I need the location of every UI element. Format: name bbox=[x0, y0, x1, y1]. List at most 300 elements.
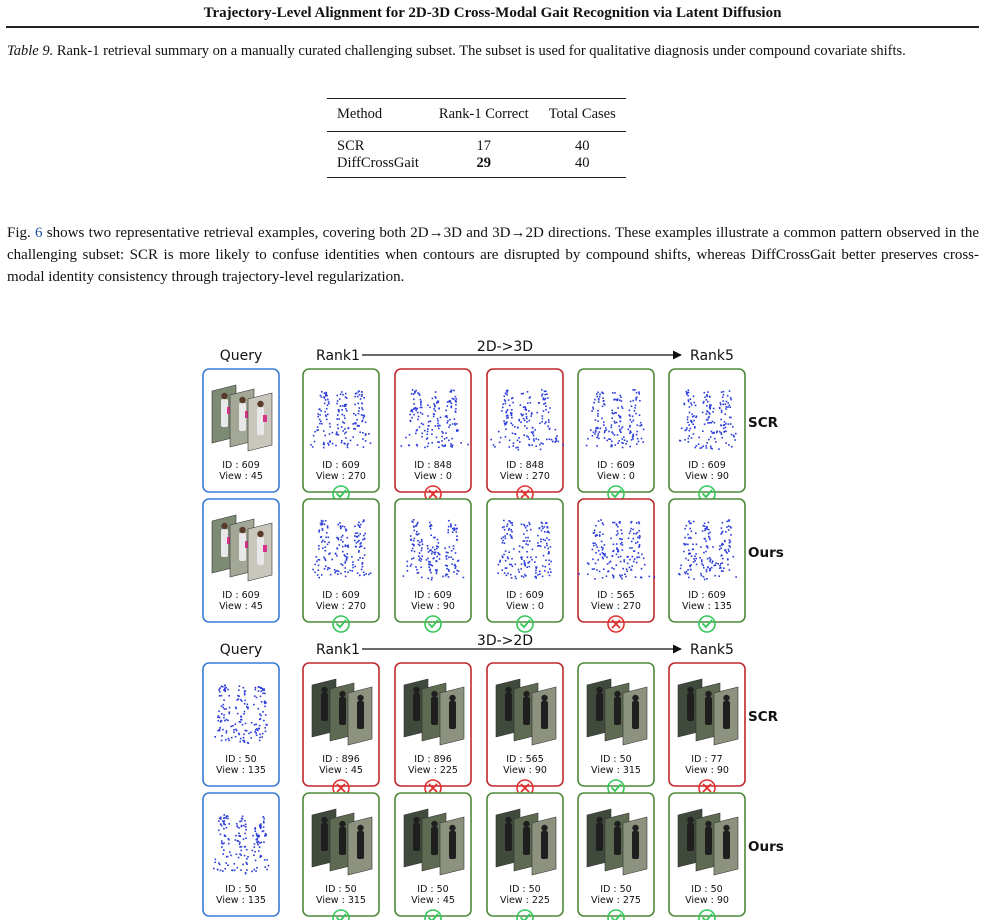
point-mark bbox=[259, 846, 261, 848]
point-mark bbox=[427, 548, 429, 550]
point-mark bbox=[533, 438, 535, 440]
point-mark bbox=[368, 574, 370, 576]
point-mark bbox=[688, 550, 690, 552]
point-mark bbox=[525, 537, 527, 539]
point-mark bbox=[225, 862, 227, 864]
point-mark bbox=[687, 569, 689, 571]
point-mark bbox=[325, 415, 327, 417]
point-mark bbox=[728, 551, 730, 553]
result-card-correct bbox=[578, 793, 654, 920]
point-mark bbox=[633, 561, 635, 563]
point-mark bbox=[239, 685, 241, 687]
point-mark bbox=[536, 412, 538, 414]
point-mark bbox=[694, 447, 696, 449]
point-mark bbox=[312, 446, 314, 448]
point-mark bbox=[416, 430, 418, 432]
point-mark bbox=[507, 409, 509, 411]
point-mark bbox=[413, 403, 415, 405]
point-mark bbox=[639, 536, 641, 538]
point-mark bbox=[446, 558, 448, 560]
point-mark bbox=[222, 729, 224, 731]
point-mark bbox=[427, 545, 429, 547]
point-mark bbox=[606, 556, 608, 558]
point-mark bbox=[310, 444, 312, 446]
point-mark bbox=[320, 421, 322, 423]
point-mark bbox=[244, 833, 246, 835]
point-mark bbox=[416, 525, 418, 527]
point-mark bbox=[694, 556, 696, 558]
point-mark bbox=[720, 567, 722, 569]
point-mark bbox=[455, 552, 457, 554]
point-mark bbox=[354, 540, 356, 542]
card-id-label: ID : 50 bbox=[417, 884, 449, 895]
point-mark bbox=[415, 410, 417, 412]
point-mark bbox=[432, 565, 434, 567]
point-mark bbox=[352, 561, 354, 563]
point-mark bbox=[354, 526, 356, 528]
point-mark bbox=[228, 843, 230, 845]
point-mark bbox=[364, 538, 366, 540]
point-mark bbox=[519, 545, 521, 547]
card-view-label: View : 0 bbox=[414, 471, 452, 482]
point-mark bbox=[419, 542, 421, 544]
point-mark bbox=[544, 394, 546, 396]
point-mark bbox=[688, 435, 690, 437]
point-mark bbox=[250, 737, 252, 739]
col-header-correct: Rank-1 Correct bbox=[429, 99, 539, 132]
point-mark bbox=[450, 556, 452, 558]
point-mark bbox=[324, 397, 326, 399]
point-mark bbox=[518, 437, 520, 439]
point-mark bbox=[438, 553, 440, 555]
point-mark bbox=[721, 527, 723, 529]
point-mark bbox=[694, 426, 696, 428]
point-mark bbox=[711, 567, 713, 569]
point-mark bbox=[451, 563, 453, 565]
point-mark bbox=[346, 404, 348, 406]
point-mark bbox=[730, 541, 732, 543]
point-mark bbox=[639, 425, 641, 427]
point-mark bbox=[260, 828, 262, 830]
point-mark bbox=[508, 520, 510, 522]
point-mark bbox=[342, 421, 344, 423]
point-mark bbox=[346, 410, 348, 412]
point-mark bbox=[622, 544, 624, 546]
point-mark bbox=[316, 430, 318, 432]
point-mark bbox=[636, 431, 638, 433]
point-mark bbox=[448, 440, 450, 442]
point-mark bbox=[610, 538, 612, 540]
point-mark bbox=[327, 567, 329, 569]
point-mark bbox=[549, 428, 551, 430]
point-mark bbox=[694, 560, 696, 562]
point-mark bbox=[256, 697, 258, 699]
point-mark bbox=[362, 521, 364, 523]
point-mark bbox=[505, 436, 507, 438]
point-mark bbox=[431, 525, 433, 527]
card-id-label: ID : 896 bbox=[322, 754, 360, 765]
point-mark bbox=[427, 428, 429, 430]
point-mark bbox=[550, 571, 552, 573]
point-mark bbox=[436, 556, 438, 558]
point-mark bbox=[321, 522, 323, 524]
point-mark bbox=[341, 426, 343, 428]
point-mark bbox=[341, 391, 343, 393]
point-mark bbox=[455, 567, 457, 569]
point-mark bbox=[537, 545, 539, 547]
point-mark bbox=[511, 409, 513, 411]
point-mark bbox=[598, 433, 600, 435]
person-head bbox=[614, 691, 620, 697]
person-silhouette bbox=[257, 407, 264, 435]
point-mark bbox=[446, 415, 448, 417]
point-mark bbox=[542, 576, 544, 578]
point-mark bbox=[629, 415, 631, 417]
point-mark bbox=[599, 535, 601, 537]
point-mark bbox=[688, 521, 690, 523]
person-silhouette bbox=[632, 701, 639, 729]
point-mark bbox=[323, 430, 325, 432]
point-mark bbox=[724, 421, 726, 423]
point-mark bbox=[448, 426, 450, 428]
point-mark bbox=[441, 436, 443, 438]
point-mark bbox=[239, 741, 241, 743]
point-mark bbox=[520, 568, 522, 570]
point-mark bbox=[357, 444, 359, 446]
point-mark bbox=[706, 405, 708, 407]
point-mark bbox=[358, 559, 360, 561]
point-mark bbox=[532, 431, 534, 433]
point-mark bbox=[518, 449, 520, 451]
point-mark bbox=[512, 424, 514, 426]
point-mark bbox=[221, 705, 223, 707]
point-mark bbox=[724, 431, 726, 433]
point-mark bbox=[541, 442, 543, 444]
point-mark bbox=[239, 821, 241, 823]
point-mark bbox=[704, 538, 706, 540]
point-mark bbox=[594, 542, 596, 544]
point-mark bbox=[448, 569, 450, 571]
point-mark bbox=[452, 531, 454, 533]
point-mark bbox=[359, 394, 361, 396]
point-mark bbox=[342, 564, 344, 566]
point-mark bbox=[228, 695, 230, 697]
point-mark bbox=[617, 530, 619, 532]
point-mark bbox=[523, 576, 525, 578]
point-mark bbox=[512, 397, 514, 399]
point-mark bbox=[454, 529, 456, 531]
point-mark bbox=[458, 571, 460, 573]
point-mark bbox=[512, 524, 514, 526]
person-head bbox=[357, 825, 363, 831]
point-mark bbox=[220, 824, 222, 826]
point-mark bbox=[705, 540, 707, 542]
point-mark bbox=[690, 522, 692, 524]
card-id-label: ID : 565 bbox=[597, 590, 635, 601]
point-mark bbox=[242, 864, 244, 866]
point-mark bbox=[358, 535, 360, 537]
point-mark bbox=[417, 540, 419, 542]
point-mark bbox=[344, 526, 346, 528]
card-id-label: ID : 609 bbox=[688, 460, 726, 471]
person-silhouette bbox=[505, 823, 512, 851]
point-mark bbox=[261, 736, 263, 738]
point-mark bbox=[633, 550, 635, 552]
point-mark bbox=[725, 531, 727, 533]
point-mark bbox=[227, 856, 229, 858]
point-mark bbox=[691, 404, 693, 406]
point-mark bbox=[363, 535, 365, 537]
card-id-label: ID : 77 bbox=[691, 754, 723, 765]
person-silhouette bbox=[723, 701, 730, 729]
point-mark bbox=[413, 540, 415, 542]
point-mark bbox=[448, 529, 450, 531]
point-mark bbox=[264, 693, 266, 695]
point-mark bbox=[602, 556, 604, 558]
person-silhouette bbox=[357, 701, 364, 729]
point-mark bbox=[505, 393, 507, 395]
point-mark bbox=[725, 427, 727, 429]
point-mark bbox=[416, 523, 418, 525]
point-mark bbox=[544, 423, 546, 425]
point-mark bbox=[617, 407, 619, 409]
point-mark bbox=[502, 556, 504, 558]
point-mark bbox=[611, 441, 613, 443]
point-mark bbox=[433, 408, 435, 410]
point-mark bbox=[450, 523, 452, 525]
point-mark bbox=[242, 740, 244, 742]
result-card-correct bbox=[303, 499, 379, 632]
point-mark bbox=[235, 729, 237, 731]
person-silhouette bbox=[596, 693, 603, 721]
point-mark bbox=[409, 434, 411, 436]
person-head bbox=[239, 397, 245, 403]
point-mark bbox=[357, 425, 359, 427]
point-mark bbox=[319, 419, 321, 421]
point-mark bbox=[635, 533, 637, 535]
person-silhouette bbox=[221, 529, 228, 557]
point-mark bbox=[502, 542, 504, 544]
point-mark bbox=[263, 720, 265, 722]
person-head bbox=[596, 687, 602, 693]
point-mark bbox=[690, 398, 692, 400]
point-mark bbox=[637, 541, 639, 543]
point-mark bbox=[635, 413, 637, 415]
person-silhouette bbox=[431, 827, 438, 855]
point-mark bbox=[221, 735, 223, 737]
point-mark bbox=[688, 438, 690, 440]
point-mark bbox=[633, 434, 635, 436]
point-mark bbox=[729, 546, 731, 548]
card-view-label: View : 135 bbox=[682, 601, 732, 612]
point-mark bbox=[223, 842, 225, 844]
point-mark bbox=[607, 571, 609, 573]
point-mark bbox=[696, 445, 698, 447]
point-mark bbox=[413, 393, 415, 395]
point-mark bbox=[222, 853, 224, 855]
point-mark bbox=[251, 722, 253, 724]
point-mark bbox=[612, 522, 614, 524]
point-mark bbox=[411, 564, 413, 566]
card-id-label: ID : 609 bbox=[597, 460, 635, 471]
card-id-label: ID : 50 bbox=[600, 884, 632, 895]
point-mark bbox=[365, 422, 367, 424]
point-mark bbox=[219, 727, 221, 729]
point-mark bbox=[733, 436, 735, 438]
point-mark bbox=[526, 416, 528, 418]
point-mark bbox=[680, 565, 682, 567]
point-mark bbox=[542, 523, 544, 525]
point-mark bbox=[689, 537, 691, 539]
point-mark bbox=[223, 828, 225, 830]
point-mark bbox=[218, 710, 220, 712]
point-mark bbox=[616, 534, 618, 536]
point-mark bbox=[511, 531, 513, 533]
point-mark bbox=[509, 405, 511, 407]
point-mark bbox=[340, 539, 342, 541]
point-mark bbox=[362, 409, 364, 411]
point-mark bbox=[350, 440, 352, 442]
card-id-label: ID : 50 bbox=[225, 754, 257, 765]
point-mark bbox=[246, 706, 248, 708]
point-mark bbox=[239, 835, 241, 837]
result-card-correct bbox=[669, 793, 745, 920]
point-mark bbox=[329, 423, 331, 425]
point-mark bbox=[421, 555, 423, 557]
point-mark bbox=[695, 533, 697, 535]
point-mark bbox=[594, 578, 596, 580]
point-mark bbox=[630, 522, 632, 524]
point-mark bbox=[241, 820, 243, 822]
point-mark bbox=[410, 539, 412, 541]
point-mark bbox=[612, 551, 614, 553]
point-mark bbox=[723, 567, 725, 569]
point-mark bbox=[219, 687, 221, 689]
point-mark bbox=[317, 413, 319, 415]
point-mark bbox=[588, 563, 590, 565]
direction-label: 3D->2D bbox=[476, 633, 534, 649]
point-mark bbox=[689, 412, 691, 414]
point-mark bbox=[259, 740, 261, 742]
point-mark bbox=[712, 421, 714, 423]
point-mark bbox=[556, 438, 558, 440]
point-mark bbox=[363, 574, 365, 576]
point-mark bbox=[224, 820, 226, 822]
cell-method: SCR bbox=[337, 138, 365, 154]
point-mark bbox=[705, 528, 707, 530]
point-mark bbox=[314, 572, 316, 574]
point-mark bbox=[633, 533, 635, 535]
point-mark bbox=[224, 834, 226, 836]
point-mark bbox=[330, 574, 332, 576]
point-mark bbox=[734, 439, 736, 441]
point-mark bbox=[540, 449, 542, 451]
point-mark bbox=[417, 572, 419, 574]
point-mark bbox=[264, 859, 266, 861]
card-id-label: ID : 848 bbox=[414, 460, 452, 471]
point-mark bbox=[245, 826, 247, 828]
point-mark bbox=[226, 827, 228, 829]
point-mark bbox=[713, 408, 715, 410]
point-mark bbox=[420, 407, 422, 409]
point-mark bbox=[240, 699, 242, 701]
figure-reference-link[interactable]: 6 bbox=[35, 225, 43, 241]
point-mark bbox=[327, 443, 329, 445]
point-mark bbox=[357, 524, 359, 526]
point-mark bbox=[598, 550, 600, 552]
card-view-label: View : 90 bbox=[503, 765, 547, 776]
point-mark bbox=[539, 545, 541, 547]
point-mark bbox=[723, 400, 725, 402]
point-mark bbox=[225, 817, 227, 819]
person-silhouette bbox=[321, 823, 328, 851]
point-mark bbox=[219, 729, 221, 731]
point-mark bbox=[430, 534, 432, 536]
point-mark bbox=[706, 399, 708, 401]
point-mark bbox=[598, 399, 600, 401]
point-mark bbox=[265, 727, 267, 729]
point-mark bbox=[244, 820, 246, 822]
point-mark bbox=[352, 570, 354, 572]
point-mark bbox=[260, 715, 262, 717]
point-mark bbox=[440, 417, 442, 419]
point-mark bbox=[429, 570, 431, 572]
point-mark bbox=[596, 437, 598, 439]
point-mark bbox=[424, 447, 426, 449]
point-mark bbox=[359, 431, 361, 433]
point-mark bbox=[265, 724, 267, 726]
point-mark bbox=[693, 561, 695, 563]
point-mark bbox=[541, 530, 543, 532]
point-mark bbox=[413, 557, 415, 559]
point-mark bbox=[505, 403, 507, 405]
point-mark bbox=[456, 423, 458, 425]
point-mark bbox=[321, 391, 323, 393]
point-mark bbox=[340, 405, 342, 407]
point-mark bbox=[245, 873, 247, 875]
point-mark bbox=[631, 421, 633, 423]
query-card bbox=[203, 793, 279, 916]
point-mark bbox=[621, 400, 623, 402]
point-mark bbox=[693, 578, 695, 580]
point-mark bbox=[534, 561, 536, 563]
point-mark bbox=[364, 548, 366, 550]
point-mark bbox=[435, 396, 437, 398]
person-silhouette bbox=[339, 827, 346, 855]
point-mark bbox=[603, 400, 605, 402]
point-mark bbox=[317, 574, 319, 576]
person-head bbox=[257, 401, 263, 407]
person-silhouette bbox=[239, 533, 246, 561]
point-mark bbox=[449, 419, 451, 421]
point-mark bbox=[428, 443, 430, 445]
point-mark bbox=[357, 403, 359, 405]
point-mark bbox=[264, 706, 266, 708]
point-mark bbox=[540, 539, 542, 541]
method-row-label: SCR bbox=[748, 709, 779, 725]
point-mark bbox=[539, 573, 541, 575]
point-mark bbox=[251, 871, 253, 873]
point-mark bbox=[709, 422, 711, 424]
point-mark bbox=[688, 577, 690, 579]
point-mark bbox=[548, 539, 550, 541]
point-mark bbox=[716, 431, 718, 433]
query-card bbox=[203, 499, 279, 622]
point-mark bbox=[236, 823, 238, 825]
point-mark bbox=[456, 539, 458, 541]
point-mark bbox=[613, 544, 615, 546]
point-mark bbox=[428, 578, 430, 580]
